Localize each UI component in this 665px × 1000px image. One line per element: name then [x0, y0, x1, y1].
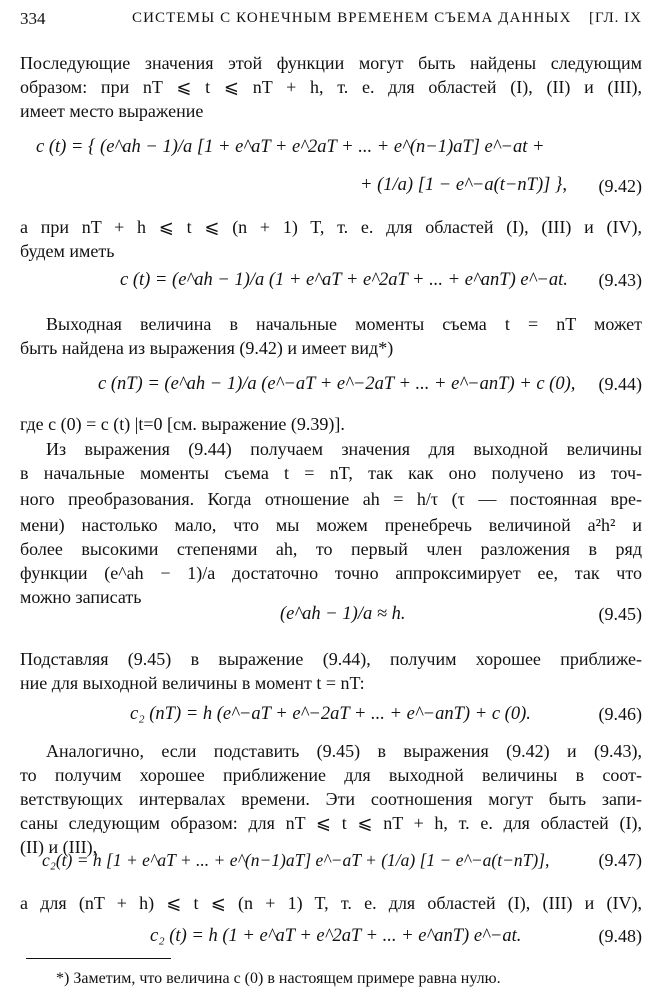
text-line: можно записать — [20, 587, 142, 607]
text-line: Подставляя (9.45) в выражение (9.44), получим хорошее приближе- — [20, 649, 642, 669]
text-line: ного преобразования. Когда отношение ah = h/τ (τ — постоянная вре- — [20, 489, 642, 509]
footnote-divider — [26, 958, 171, 959]
chapter-label: [ГЛ. IX — [588, 10, 642, 26]
text-line: мени) настолько мало, что мы можем пренебречь величиной a²h² и — [20, 515, 642, 535]
text-line: ние для выходной величины в момент t = nT: — [20, 673, 365, 693]
text-line: а при nT + h ⩽ t ⩽ (n + 1) T, т. е. для областей (I), (III) и (IV), — [20, 217, 642, 237]
equation-number: (9.44) — [598, 374, 642, 394]
equation-9-48: c₂ (t) = h (1 + e^aT + e^2aT + ... + e^anT) e^−at. — [150, 926, 522, 946]
equation-number: (9.47) — [598, 850, 642, 870]
text-line: будем иметь — [20, 241, 115, 261]
equation-9-42-line2: + (1/a) [1 − e^−a(t−nT)] }, — [360, 175, 567, 195]
equation-9-44: c (nT) = (e^ah − 1)/a (e^−aT + e^−2aT + ... + e^−anT) + c (0), — [98, 374, 576, 394]
text-line: быть найдена из выражения (9.42) и имеет вид*) — [20, 338, 394, 358]
equation-number: (9.46) — [598, 704, 642, 724]
text-line: то получим хорошее приближение для выходной величины в соот- — [20, 765, 642, 785]
text-line: имеет место выражение — [20, 101, 204, 121]
equation-number: (9.42) — [598, 176, 642, 196]
equation-number: (9.43) — [598, 270, 642, 290]
text-line: Аналогично, если подставить (9.45) в выражения (9.42) и (9.43), — [46, 741, 642, 761]
running-title: СИСТЕМЫ С КОНЕЧНЫМ ВРЕМЕНЕМ СЪЕМА ДАННЫХ — [132, 10, 572, 26]
equation-9-45: (e^ah − 1)/a ≈ h. — [280, 604, 406, 624]
equation-number: (9.48) — [598, 926, 642, 946]
text-line: Выходная величина в начальные моменты съема t = nT может — [46, 314, 642, 334]
text-line: а для (nT + h) ⩽ t ⩽ (n + 1) T, т. е. для областей (I), (III) и (IV), — [20, 893, 642, 913]
footnote: *) Заметим, что величина c (0) в настоящем примере равна нулю. — [56, 970, 501, 987]
page-number: 334 — [20, 9, 46, 28]
text-line: образом: при nT ⩽ t ⩽ nT + h, т. е. для областей (I), (II) и (III), — [20, 77, 642, 97]
equation-9-47: c₂(t) = h [1 + e^aT + ... + e^(n−1)aT] e^−aT + (1/a) [1 − e^−a(t−nT)], — [42, 850, 550, 870]
text-line: где c (0) = c (t) |t=0 [см. выражение (9.39)]. — [20, 414, 345, 434]
text-line: саны следующим образом: для nT ⩽ t ⩽ nT + h, т. е. для областей (I), — [20, 813, 642, 833]
equation-9-43: c (t) = (e^ah − 1)/a (1 + e^aT + e^2aT + ... + e^anT) e^−at. — [120, 270, 568, 290]
text-line: (II) и (III), — [20, 837, 98, 857]
equation-number: (9.45) — [598, 604, 642, 624]
text-line: Из выражения (9.44) получаем значения для выходной величины — [46, 439, 642, 459]
text-line: ветствующих интервалах времени. Эти соотношения могут быть запи- — [20, 789, 642, 809]
text-line: функции (e^ah − 1)/a достаточно точно аппроксимирует ее, так что — [20, 563, 642, 583]
page-header — [20, 9, 642, 33]
equation-9-42-line1: c (t) = { (e^ah − 1)/a [1 + e^aT + e^2aT + ... + e^(n−1)aT] e^−at + — [36, 137, 545, 157]
text-line: более высокими степенями ah, то первый член разложения в ряд — [20, 539, 642, 559]
equation-9-46: c₂ (nT) = h (e^−aT + e^−2aT + ... + e^−anT) + c (0). — [130, 704, 531, 724]
text-line: в начальные моменты съема t = nT, так как оно получено из точ- — [20, 463, 642, 483]
text-line: Последующие значения этой функции могут быть найдены следующим — [20, 53, 642, 73]
